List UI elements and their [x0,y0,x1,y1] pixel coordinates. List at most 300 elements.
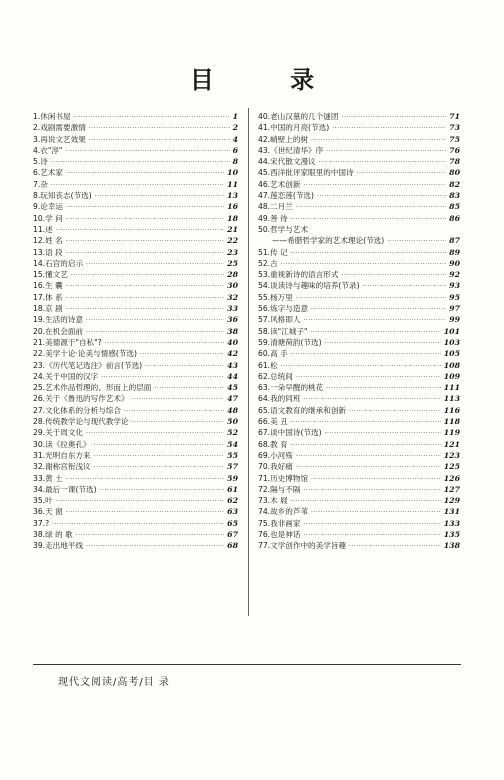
toc-entry-title: 艺术作品哲理的、形而上的层面 [45,383,152,393]
toc-entry-number: 12. [33,236,46,246]
toc-entry-page: 93 [449,281,460,291]
toc-entry [33,337,238,348]
toc-entry-page: 138 [443,541,460,551]
toc-entry-page: 52 [227,428,238,438]
toc-entry-number: 73. [258,496,271,506]
toc-entry-number: 37. [33,518,46,528]
toc-entry-title: 木 屐 [270,496,288,506]
toc-entry-page: 43 [227,360,238,370]
toc-entry-page: 10 [227,168,238,178]
toc-entry-page: 109 [443,371,460,381]
toc-entry-number: 62. [258,371,271,381]
toc-entry-number: 28. [33,417,46,427]
toc-entry-number: 53. [258,270,271,280]
toc-entry-page: 87 [449,236,460,246]
toc-entry-page: 82 [449,179,460,189]
toc-entry-number: 31. [33,450,46,460]
toc-entry-page: 25 [227,258,238,268]
toc-entry [258,439,460,450]
toc-entry [258,190,460,201]
toc-entry-title: 玩知丧志(节选) [40,191,92,201]
toc-entry-title: 历史博物馆 [270,473,309,483]
toc-entry [258,280,460,291]
toc-entry-title: 我好痛 [270,462,293,472]
toc-entry-title: ——希腊哲学家的艺术理论(节选) [272,236,385,246]
toc-entry-title: 论幸运 [40,202,64,212]
toc-entry [258,134,460,145]
toc-entry-title: 再说文艺效果 [40,134,86,144]
toc-entry-number: 23. [33,360,46,370]
toc-entry-number: 3. [33,134,41,144]
toc-entry-title: 美 丑 [270,417,288,427]
toc-entry-title: 杨万里 [270,292,293,302]
toc-entry [258,427,460,438]
toc-entry-number: 60. [258,349,271,359]
toc-entry [33,292,238,303]
toc-entry-page: 54 [227,439,238,449]
toc-entry-page: 30 [227,281,238,291]
toc-entry-title: 高 手 [270,349,288,359]
toc-entry-page: 57 [227,462,238,472]
toc-entry [33,258,238,269]
toc-entry-title: 教 育 [270,439,288,449]
toc-entry-title: 最后一课(节选) [45,484,97,494]
toc-entry-title: 传统教学论与现代教学论 [45,417,129,427]
toc-entry [33,213,238,224]
toc-entry-page: 123 [443,450,460,460]
toc-entry-page: 8 [232,157,238,167]
toc-entry-page: 127 [443,484,460,494]
toc-entry-title: 语文教育的继承和创新 [270,405,347,415]
toc-entry [258,461,460,472]
toc-entry-title: 重视新诗的语言形式 [270,270,339,280]
toc-entry-title: 《历代笔记选注》前言(节选) [45,360,143,370]
dot-leader [86,541,224,552]
toc-entry-title: 体 系 [45,292,63,302]
toc-entry [33,303,238,314]
toc-entry-title: 清塘荷韵(节选) [270,337,322,347]
toc-entry-title: 绿 的 歌 [45,529,73,539]
toc-entry-title: 风格即人 [270,315,301,325]
toc-entry [258,495,460,506]
toc-entry-number: 19. [33,315,46,325]
toc-entry-page: 6 [232,145,238,155]
toc-entry-title: 休闲书屋 [40,112,71,121]
toc-entry-page: 90 [449,258,460,268]
toc-entry-number: 41. [258,123,271,133]
toc-entry [258,247,460,258]
toc-entry-title: 善 待 [270,213,288,223]
toc-entry-page: 28 [227,270,238,280]
toc-entry-number: 55. [258,292,271,302]
toc-entry [33,190,238,201]
toc-entry-title: 西洋批评家眼里的中国诗 [270,168,354,178]
toc-entry-title: ? [45,518,50,528]
toc-entry-page: 68 [227,541,238,551]
toc-entry [258,258,460,269]
toc-entry-title: 谢称宫衔浅议 [45,462,91,472]
toc-entry [33,247,238,258]
toc-entry-number: 34. [33,484,46,494]
toc-entry-title: 我非画家 [270,518,301,528]
toc-entry-number: 35. [33,496,46,506]
column-divider [248,108,249,616]
toc-entry-number: 50. [258,224,271,234]
toc-entry-title: 光明自东方来 [45,450,91,460]
toc-entry-page: 121 [443,439,460,449]
toc-entry-title: 中国的月亮(节选) [270,123,330,133]
toc-entry-title: 姓 名 [45,236,63,246]
toc-entry-title: 黄 土 [45,473,63,483]
toc-entry [33,540,238,551]
toc-entry-page: 18 [227,213,238,223]
toc-entry-number: 51. [258,247,271,257]
toc-entry-page: 86 [449,213,460,223]
toc-entry-title: 宋代散文漫议 [270,157,316,167]
toc-entry-title: 松 [270,360,278,370]
toc-entry-page: 135 [443,529,460,539]
toc-entry [33,450,238,461]
toc-entry-number: 29. [33,428,46,438]
toc-entry-page: 116 [443,405,460,415]
toc-entry-title: 文化体系的分析与综合 [45,405,122,415]
toc-entry-page: 36 [227,315,238,325]
toc-entry-page: 76 [449,145,460,155]
footer-rule [33,664,461,665]
toc-entry-title: 生 囊 [45,281,63,291]
toc-entry-number: 6. [33,168,41,178]
toc-entry-title: 石宫的启示 [45,258,84,268]
toc-entry-page: 105 [443,349,460,359]
toc-entry-page: 133 [443,518,460,528]
toc-entry-title: 老山汉墓的几个谜团 [270,112,339,121]
toc-entry [258,506,460,517]
toc-entry [33,405,238,416]
toc-entry-page: 111 [443,383,460,393]
toc-entry [258,145,460,156]
toc-entry [33,269,238,280]
toc-entry-title: 关于《鲁迅的写作艺术》 [45,394,129,404]
toc-entry-page: 108 [443,360,460,370]
toc-entry [258,348,460,359]
toc-entry-number: 10. [33,213,46,223]
page-title: 目 录 [189,65,349,94]
toc-entry-page: 67 [227,529,238,539]
toc-entry-title: 走出地平线 [45,541,84,551]
toc-entry-title: 美学十论·论美与情感(节选) [45,349,137,359]
toc-right-column [258,111,460,552]
toc-entry-title: 峭壁上的树 [270,134,309,144]
toc-entry [258,393,460,404]
toc-entry [33,371,238,382]
toc-entry-number: 72. [258,484,271,494]
toc-entry-page: 55 [227,450,238,460]
toc-entry-title: 莲恋莲(节选) [270,191,314,201]
toc-entry [33,156,238,167]
toc-entry-number: 17. [33,292,46,302]
toc-entry-number: 57. [258,315,271,325]
toc-entry [258,224,460,235]
toc-entry-title: 总统间 [270,371,293,381]
toc-entry [33,473,238,484]
toc-entry [33,393,238,404]
toc-entry-number: 70. [258,462,271,472]
toc-entry-title: 杂 [40,179,48,189]
toc-entry-page: 42 [227,349,238,359]
toc-entry-number: 18. [33,304,46,314]
toc-entry-page: 103 [443,337,460,347]
toc-entry-number: 76. [258,529,271,539]
toc-entry-number: 56. [258,304,271,314]
toc-entry-page: 38 [227,326,238,336]
toc-entry [258,473,460,484]
toc-entry-number: 74. [258,507,271,517]
toc-entry-page: 62 [227,496,238,506]
toc-entry-page: 11 [227,179,238,189]
toc-entry-page: 1 [232,112,238,121]
toc-entry [258,337,460,348]
toc-entry-number: 69. [258,450,271,460]
toc-entry-page: 44 [227,371,238,381]
toc-entry-number: 8. [33,191,41,201]
toc-entry-number: 54. [258,281,271,291]
toc-entry-page: 48 [227,405,238,415]
toc-entry [33,235,238,246]
toc-entry-number: 45. [258,168,271,178]
toc-entry-number: 4. [33,145,41,155]
toc-entry-page: 45 [227,383,238,393]
toc-entry-number: 48. [258,202,271,212]
toc-entry-number: 46. [258,179,271,189]
toc-entry-page: 97 [449,304,460,314]
toc-entry-title: 故乡的芦苇 [270,507,309,517]
toc-entry-number: 43. [258,145,271,155]
running-footer: 现代文阅读/高考/目 录 [58,677,170,688]
toc-entry-page: 75 [449,134,460,144]
toc-entry [258,484,460,495]
toc-entry [33,461,238,472]
toc-entry-title: 文学创作中的美学旨趣 [270,541,347,551]
toc-entry-page: 101 [443,326,460,336]
toc-entry-title: 关于周文化 [45,428,84,438]
toc-entry-title: 生活的诗意 [45,315,84,325]
toc-entry-number: 16. [33,281,46,291]
toc-entry-number: 2. [33,123,41,133]
toc-entry [33,201,238,212]
toc-entry [33,167,238,178]
toc-entry-page: 4 [232,134,238,144]
dot-leader [349,541,441,552]
toc-entry-title: 二月兰 [270,202,293,212]
toc-entry-title: 哲学与艺术 [270,224,309,234]
toc-entry-number: 77. [258,541,271,551]
toc-entry-number: 58. [258,326,271,336]
toc-entry-number: 21. [33,337,46,347]
toc-entry-title: 《世纪清华》序 [270,145,324,155]
toc-entry [33,495,238,506]
toc-entry [33,122,238,133]
toc-entry [33,326,238,337]
toc-entry [258,450,460,461]
toc-entry-title: 语 段 [45,247,63,257]
toc-entry-page: 2 [232,123,238,133]
toc-entry-page: 32 [227,292,238,302]
toc-entry-number: 68. [258,439,271,449]
toc-entry-page: 33 [227,304,238,314]
toc-entry-page: 80 [449,168,460,178]
toc-entry [258,303,460,314]
toc-entry-page: 16 [227,202,238,212]
toc-entry [33,484,238,495]
toc-entry [33,439,238,450]
toc-entry-title: 懂文艺 [45,270,68,280]
toc-entry-page: 78 [449,157,460,167]
toc-entry [33,179,238,190]
toc-entry-page: 129 [443,496,460,506]
toc-entry-title: 传 记 [270,247,288,257]
toc-entry-number: 49. [258,213,271,223]
toc-entry-page: 85 [449,202,460,212]
toc-entry [258,179,460,190]
toc-entry-title: 读"江城子" [270,326,308,336]
toc-entry-page: 71 [449,112,460,121]
toc-entry-title: 关于中国的汉字 [45,371,99,381]
toc-entry-number: 39. [33,541,46,551]
toc-entry [33,348,238,359]
toc-entry-number: 38. [33,529,46,539]
toc-entry-title: 天 窗 [45,507,63,517]
toc-entry-number: 24. [33,371,46,381]
toc-left-column [33,111,238,552]
toc-entry-number: 44. [258,157,271,167]
toc-entry-title: 读《拉奥孔》 [45,439,91,449]
toc-entry-number: 59. [258,337,271,347]
toc-entry-number: 30. [33,439,46,449]
toc-entry [258,382,460,393]
toc-entry-number: 1. [33,112,41,121]
toc-entry [258,326,460,337]
toc-entry [258,405,460,416]
toc-entry-number: 71. [258,473,271,483]
toc-entry-page: 61 [227,484,238,494]
toc-entry-title: 京 剧 [45,304,63,314]
toc-entry-page: 99 [449,315,460,325]
toc-entry [33,506,238,517]
toc-entry-number: 42. [258,134,271,144]
toc-entry [258,292,460,303]
toc-entry [258,371,460,382]
toc-entry-page: 40 [227,337,238,347]
toc-entry-number: 32. [33,462,46,472]
toc-entry [33,360,238,371]
toc-entry [258,111,460,122]
toc-entry-title: 小河殇 [270,450,293,460]
toc-entry-title: 一朵早醒的桃花 [270,383,324,393]
toc-entry-number: 15. [33,270,46,280]
toc-entry-title: 我的同班 [270,394,301,404]
toc-entry-title: 谈中国诗(节选) [270,428,322,438]
toc-entry [33,145,238,156]
toc-entry-title: 炼字与造意 [270,304,309,314]
toc-entry-number: 9. [33,202,41,212]
toc-entry [258,156,460,167]
toc-entry-title: 衣"淳" [40,145,63,155]
toc-entry [258,201,460,212]
toc-entry-number: 22. [33,349,46,359]
toc-entry-page: 119 [443,428,460,438]
toc-entry-number: 63. [258,383,271,393]
toc-entry [258,416,460,427]
toc-entry-number: 26. [33,394,46,404]
toc-entry-title: 叶 [45,496,53,506]
toc-entry-page: 63 [227,507,238,517]
toc-entry [33,416,238,427]
toc-entry-title: 戏剧需要激情 [40,123,86,133]
toc-entry-page: 83 [449,191,460,201]
toc-entry-number: 64. [258,394,271,404]
toc-entry [33,529,238,540]
toc-entry-title: 也是神话 [270,529,301,539]
toc-entry-page: 89 [449,247,460,257]
toc-entry-title: 隔与不隔 [270,484,301,494]
toc-entry-title: 艺术家 [40,168,64,178]
toc-entry [33,280,238,291]
toc-entry-number: 13. [33,247,46,257]
toc-entry-page: 131 [443,507,460,517]
toc-entry [33,134,238,145]
toc-entry [33,382,238,393]
toc-entry [258,314,460,325]
toc-entry-number: 5. [33,157,41,167]
toc-entry-number: 40. [258,112,271,121]
toc-entry-page: 126 [443,473,460,483]
toc-entry-title: 谈读诗与趣味的培养(节录) [270,281,360,291]
toc-entry-page: 95 [449,292,460,302]
toc-entry [258,122,460,133]
toc-entry [258,360,460,371]
toc-entry-number: 75. [258,518,271,528]
toc-entry-page: 125 [443,462,460,472]
toc-entry-number: 66. [258,417,271,427]
toc-entry [258,235,460,246]
toc-entry [33,111,238,122]
toc-entry-page: 92 [449,270,460,280]
toc-entry-number: 25. [33,383,46,393]
toc-entry-title: 述 [45,224,53,234]
toc-entry-number: 20. [33,326,46,336]
toc-entry [33,518,238,529]
toc-entry-page: 50 [227,417,238,427]
toc-entry [258,213,460,224]
toc-entry-page: 21 [227,224,238,234]
toc-entry-number: 47. [258,191,271,201]
toc-entry-title: 学 问 [45,213,63,223]
toc-entry-page: 118 [443,417,460,427]
toc-entry-title: 古 [270,258,278,268]
toc-entry [258,540,460,551]
toc-entry [258,529,460,540]
toc-entry-number: 7. [33,179,41,189]
toc-entry [258,518,460,529]
toc-entry-number: 65. [258,405,271,415]
toc-entry-number: 61. [258,360,271,370]
toc-entry [258,269,460,280]
toc-entry-number: 36. [33,507,46,517]
toc-entry-title: 在机会面前 [45,326,84,336]
toc-entry [33,314,238,325]
toc-entry-number: 67. [258,428,271,438]
toc-entry-page: 65 [227,518,238,528]
